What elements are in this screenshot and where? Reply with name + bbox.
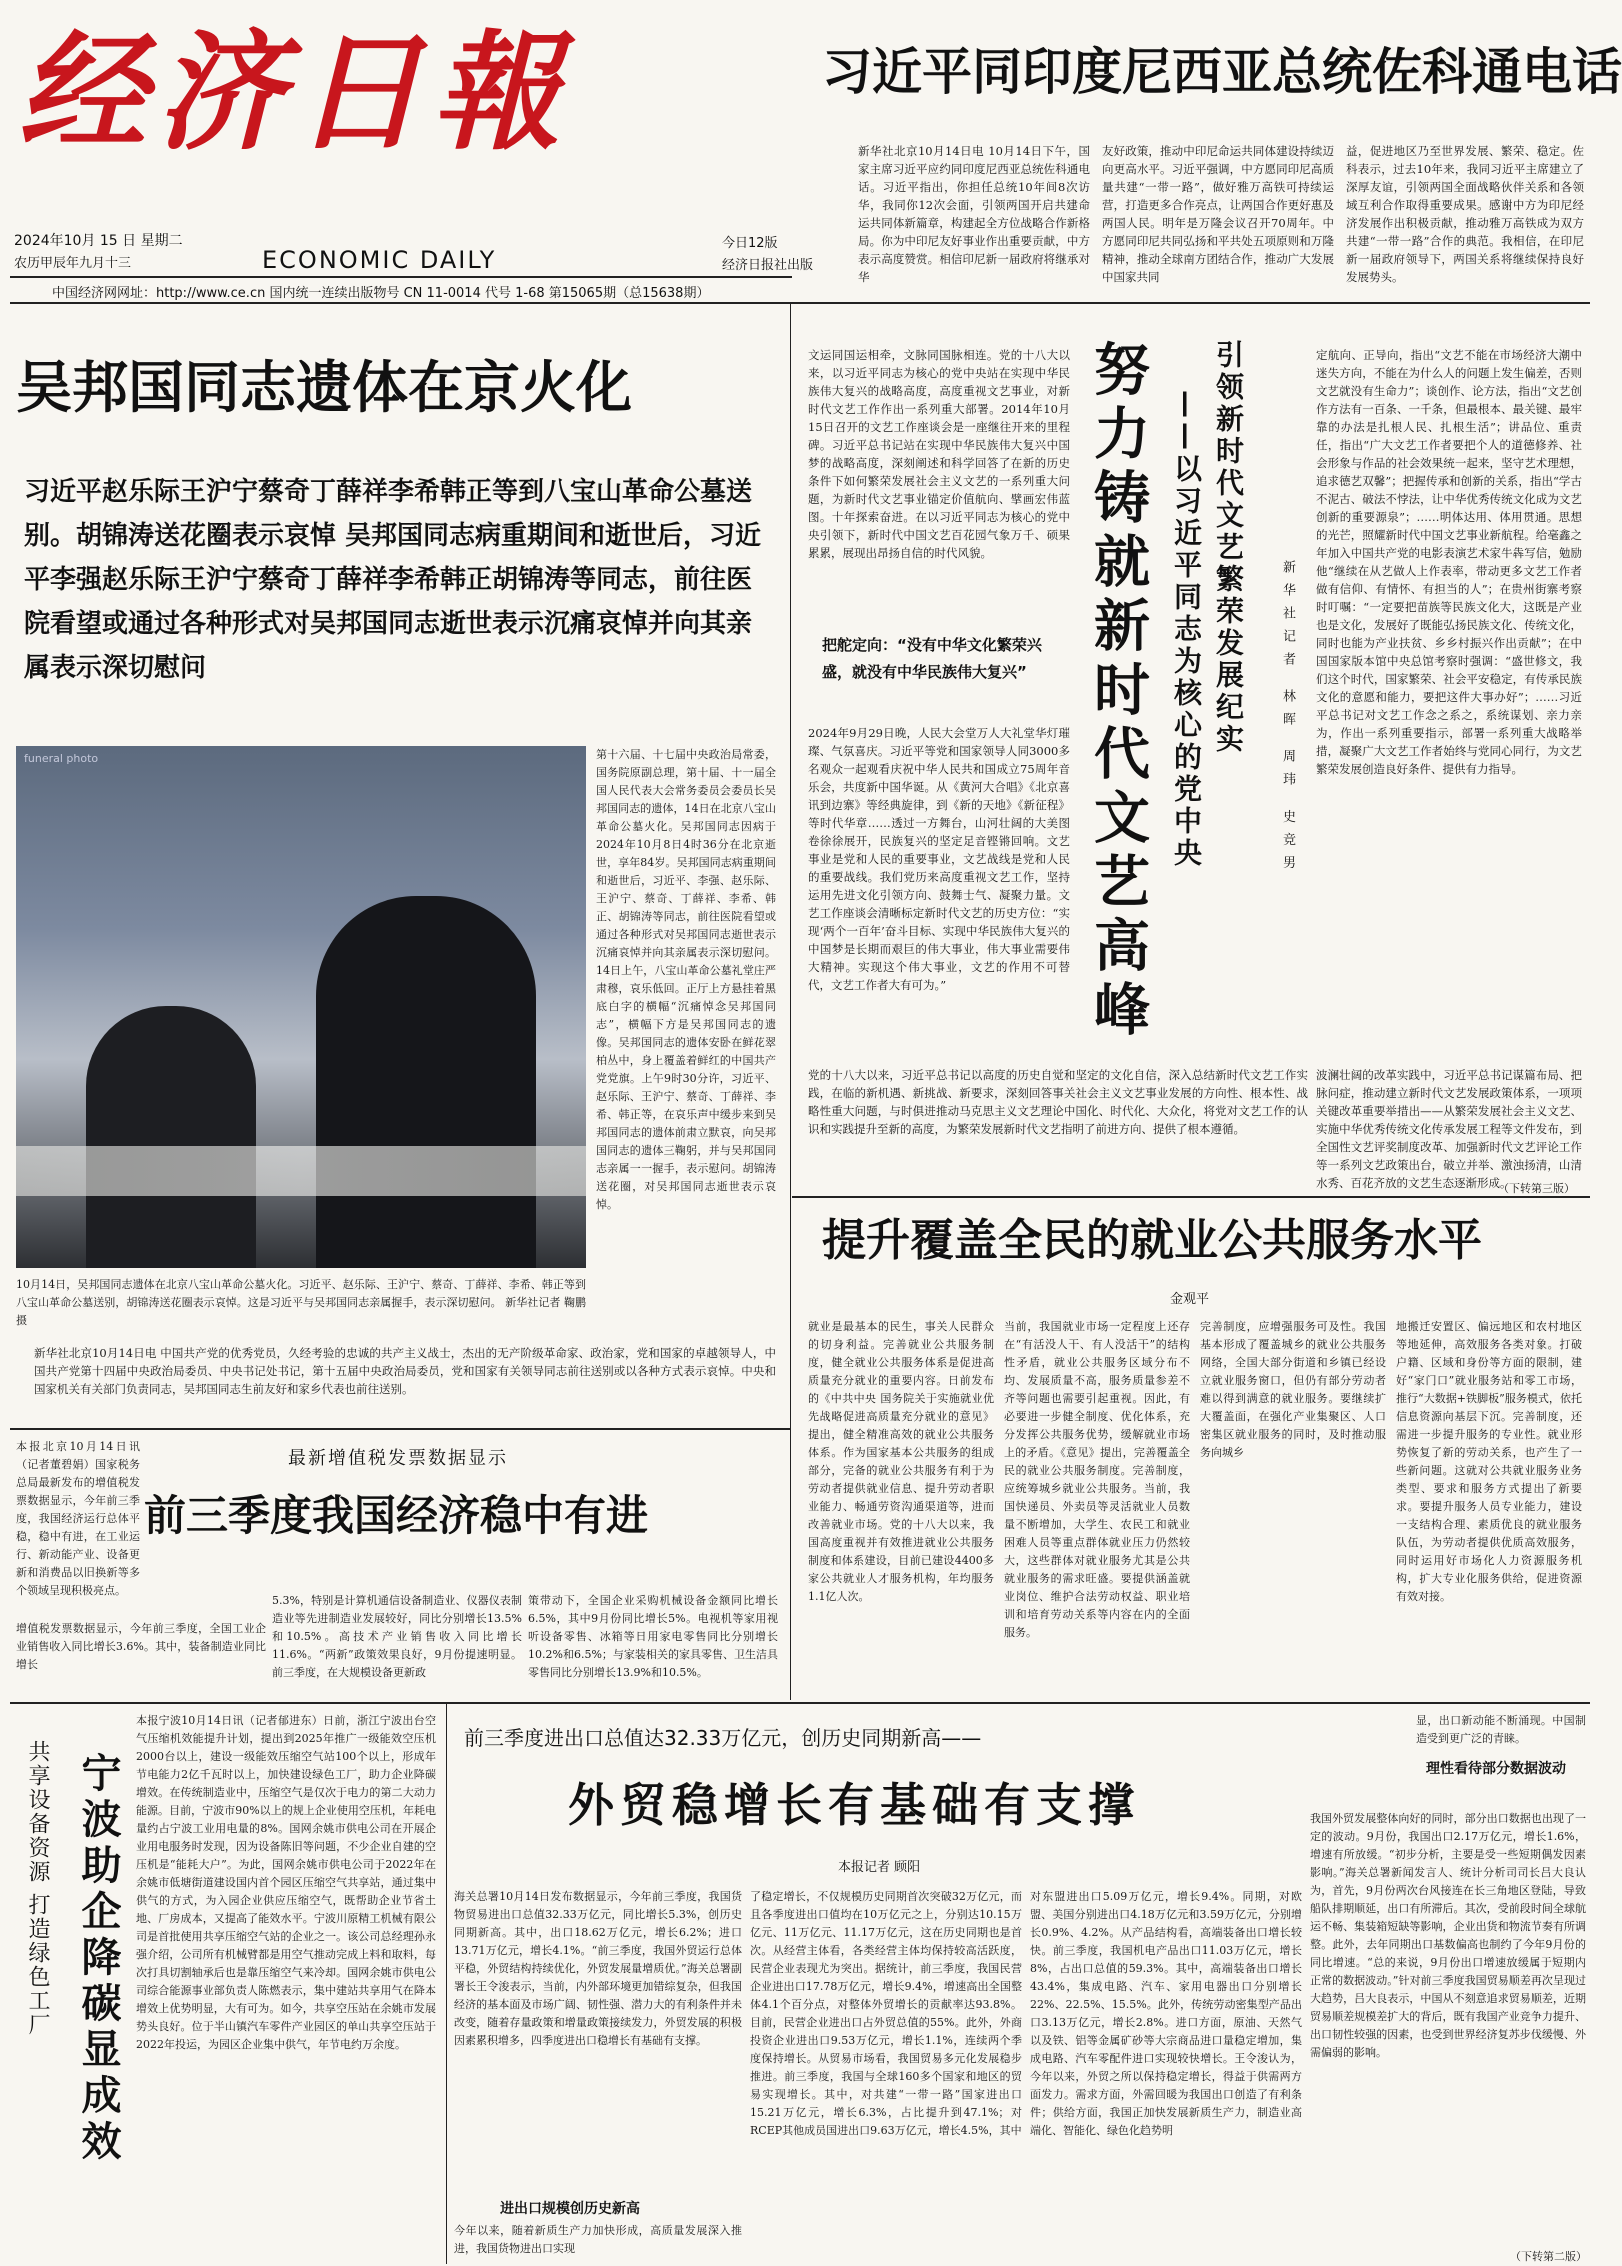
trade-byline: 本报记者 顾阳 [838,1860,921,1875]
culture-headline: 努力铸就新时代文艺高峰 [1085,340,1150,1044]
ningbo-kicker: 共享设备资源 打造绿色工厂 [25,1740,50,2037]
trade-col4b: 我国外贸发展整体向好的同时，部分出口数据也出现了一定的波动。9月份，我国出口2.17万亿元，增长1.6%，增速有所放缓。“初步分析，主要是受一些短期偶发因素影响。”海关总署新闻发言人、统计分析司司长吕大良认为，首先，9月份两次台风接连在长三角地区登陆，导致船队排期顺延，出口有所滞后。其次，受前段时间全球航运不畅、集装箱短缺等影响，企业出货和物流节奏有所调整。此外，去年同期出口基数偏高也制约了今年9月份的同比增速。“总的来说，9月份出口增速放缓属于短期内正常的数据波动。”针对前三季度我国贸易顺差再次呈现过大趋势，吕大良表示，中国从不刻意追求贸易顺差，近期贸易顺差规模差扩大的背后，既有我国产业竞争力提升、出口韧性较强的因素，也受到世界经济复苏步伐缓慢、外需偏弱的影响。 [1310,1812,1586,2059]
trade-col3: 对东盟进出口5.09万亿元，增长9.4%。同期，对欧盟、美国分别进出口4.18万亿元和3.59万亿元，分别增长0.9%、4.2%。从产品结构看，高端装备出口增长较快。前三季度，我国机电产品出口11.03万亿元，增长8%，占出口总值的59.3%。其中，高端装备出口增长43.4%，集成电路、汽车、家用电器出口分别增长22%、22.5%、15.5%。此外，传统劳动密集型产品出口3.13万亿元，增长2.8%。进口方面，原油、天然气以及铁、铝等金属矿砂等大宗商品进口量稳定增加，集成电路、汽车零配件进口实现较快增长。王令浚认为，今年以来，外贸之所以保持稳定增长，得益于供需两方面发力。需求方面，外需回暖为我国出口创造了有利条件；供给方面，我国正加快发展新质生产力，制造业高端化、智能化、绿色化趋势明 [1030,1890,1302,2137]
photo-figure-left [86,1006,256,1268]
ningbo-divider [446,1704,447,2264]
tax-col1: 增值税发票数据显示，今年前三季度，全国工业企业销售收入同比增长3.6%。其中，装备制造业同比增长 [16,1622,266,1671]
tax-headline: 前三季度我国经济稳中有进 [144,1491,649,1540]
masthead-date: 2024年10月 15 日 星期二 [14,233,183,249]
funeral-side-column: 第十六届、十七届中央政治局常委，国务院原副总理，第十届、十一届全国人民代表大会常务委员会委员长吴邦国同志的遗体，14日在北京八宝山革命公墓火化。吴邦国同志因病于2024年10月8日4时36分在北京逝世，享年84岁。吴邦国同志病重期间和逝世后，习近平、李强、赵乐际、王沪宁、蔡奇、丁薛祥、李希、韩正、胡锦涛等同志，前往医院看望或通过各种形式对吴邦国同志逝世表示沉痛哀悼并向其亲属表示深切慰问。14日上午，八宝山革命公墓礼堂庄严肃穆，哀乐低回。正厅上方悬挂着黑底白字的横幅“沉痛悼念吴邦国同志”，横幅下方是吴邦国同志的遗像。吴邦国同志的遗体安卧在鲜花翠柏丛中，身上覆盖着鲜红的中国共产党党旗。上午9时30分许，习近平、赵乐际、王沪宁、蔡奇、丁薛祥、李希、韩正等，在哀乐声中缓步来到吴邦国同志的遗体前肃立默哀，向吴邦国同志的遗体三鞠躬，并与吴邦国同志亲属一一握手，表示慰问。胡锦涛送花圈，对吴邦国同志逝世表示哀悼。 [596,748,776,1211]
masthead-rule [10,276,792,278]
trade-col1b: 今年以来，随着新质生产力加快形成，高质量发展深入推进，我国货物进出口实现 [454,2224,742,2255]
trade-col2: 了稳定增长，不仅规模历史同期首次突破32万亿元，而且各季度进出口值均在10万亿元之上，分别达10.15万亿元、11万亿元、11.17万亿元，这在历史同期也是首次。从经营主体看，各类经营主体均保持较高活跃度，民营企业表现尤为突出。据统计，前三季度，我国民营企业进出口17.78万亿元，增长9.4%，增速高出全国整体4.1个百分点，对整体外贸增长的贡献率达93.8%。目前，民营企业进出口占外贸总值的55%。此外，外商投资企业进出口9.53万亿元，增长1.1%，连续两个季度保持增长。从贸易市场看，我国贸易多元化发展稳步推进。前三季度，我国与全球160多个国家和地区的贸易实现增长。其中，对共建“一带一路”国家进出口15.21万亿元，增长6.3%，占比提升到47.1%；对RCEP其他成员国进出口9.63万亿元，增长4.5%，其中 [750,1890,1022,2137]
tax-col3: 策带动下，全国企业采购机械设备金额同比增长6.5%，其中9月份同比增长5%。电视机等家用视听设备零售、冰箱等日用家电零售同比分别增长10.2%和6.5%；与家装相关的家具零售、卫生洁具零售同比分别增长13.9%和10.5%。 [528,1594,778,1679]
masthead-pages: 今日12版 [722,236,778,251]
masthead-lunar: 农历甲辰年九月十三 [14,256,132,271]
culture-col-wide: 党的十八大以来，习近平总书记以高度的历史自觉和坚定的文化自信，深入总结新时代文艺工作实践，在临的新机遇、新挑战、新要求，深刻回答事关社会主义文艺事业发展的方向性、根本性、战略性重大问题，与时俱进推动马克思主义文艺理论中国化、时代化、大众化，将党对文艺工作的认识和实践提升至新的高度，为繁荣发展新时代文艺指明了前进方向、提供了根本遵循。 [808,1068,1308,1136]
culture-subhead: 把舵定向：“没有中华文化繁荣兴盛，就没有中华民族伟大复兴” [822,636,1042,681]
tax-col2: 5.3%，特别是计算机通信设备制造业、仪器仪表制造业等先进制造业发展较好，同比分别增长13.5%和10.5%。高技术产业销售收入同比增长11.6%。“两新”政策效果良好，9月份提速明显。前三季度，在大规模设备更新政 [272,1594,522,1679]
trade-subhead-2: 理性看待部分数据波动 [1426,1761,1566,1777]
employment-col3: 完善制度，应增强服务可及性。我国基本形成了覆盖城乡的就业公共服务网络，全国大部分街道和乡镇已经设立就业服务窗口，但仍有部分劳动者难以得到满意的就业服务。要继续扩大覆盖面，在强化产业集聚区、人口密集区就业服务的同时，及时推动服务向城乡 [1200,1320,1386,1459]
funeral-bottom-rule [10,1428,790,1430]
column-divider [790,304,791,1700]
ningbo-headline: 宁波助企降碳显成效 [75,1752,121,2166]
funeral-caption: 10月14日，吴邦国同志遗体在北京八宝山革命公墓火化。习近平、赵乐际、王沪宁、蔡奇、丁薛祥、李希、韩正等到八宝山革命公墓送别，胡锦涛送花圈表示哀悼。这是习近平与吴邦国同志亲属握手，表示深切慰问。 新华社记者 鞠鹏 摄 [16,1278,586,1327]
culture-col-bottom: 波澜壮阔的改革实践中，习近平总书记谋篇布局、把脉问症，推动建立新时代文艺发展政策体系，一项项关键改革重要举措出——从繁荣发展社会主义文艺、实施中华优秀传统文化传承发展工程等文件发布，到全国性文艺评奖制度改革、加强新时代文艺评论工作等一系列文艺政策出台，破立并举、激浊扬清，山清水秀、百花齐放的文艺生态逐渐形成。 [1316,1068,1582,1190]
masthead-english: ECONOMIC DAILY [262,246,497,274]
culture-continued: （下转第三版） [1498,1182,1575,1195]
ningbo-text: 本报宁波10月14日讯（记者郁进东）日前，浙江宁波出台空气压缩机效能提升计划，提出到2025年推广一级能效空压机2000台以上，建设一级能效压缩空气站100个以上，形成年节电能力2亿千瓦时以上，加快建设绿色工厂，助力企业降碳增效。在传统制造业中，压缩空气是仅次于电力的第二大动力能源。目前，宁波市90%以上的规上企业使用空压机，年耗电量约占宁波工业用电量的8%。国网余姚市供电公司在开展企业用电服务时发现，因为设备陈旧等问题，不少企业自建的空压机是“能耗大户”。为此，国网余姚市供电公司于2022年在余姚市低塘街道建设国内首个园区压缩空气共享站，通过集中供气的方式，为入园企业供应压缩空气，既帮助企业节省土地、厂房成本，又提高了能效水平。宁波川原精工机械有限公司是首批使用共享压缩空气站的企业之一。该公司总经理孙永强介绍，公司所有机械臂都是用空气推动完成上料和取料，每次打具切割轴承后也是靠压缩空气来冷却。国网余姚市供电公司综合能源事业部负责人陈燃表示，集中建站共享用气在降本增效上优势明显，大有可为。如今，共享空压站在余姚市发展势头良好。位于半山镇汽车零件产业园区的单山共享空压站于2022年投运，为园区企业集中供气，年节电约万余度。 [136,1714,436,2051]
masthead-info: 中国经济网网址：http://www.ce.cn 国内统一连续出版物号 CN 11-0014 代号 1-68 第15065期（总15638期） [52,286,710,301]
culture-bottom-rule [792,1196,1590,1198]
employment-author: 金观平 [1170,1292,1210,1307]
trade-col4: 显，出口新动能不断涌现。中国制造受到更广泛的青睐。 [1416,1714,1586,1745]
funeral-photo [16,746,586,1268]
top-story-col2: 友好政策，推动中印尼命运共同体建设持续迈向更高水平。习近平强调，中方愿同印尼高质量共建“一带一路”，做好雅万高铁可持续运营，打造更多合作亮点，让两国合作更好惠及两国人民。明年是万隆会议召开70周年。中方愿同印尼共同弘扬和平共处五项原则和万隆精神，推动全球南方团结合作，推动广大发展中国家共同 [1102,144,1334,284]
photo-label: funeral photo [24,752,99,765]
masthead-rule-2 [10,302,1590,304]
trade-continued: （下转第二版） [1510,2250,1587,2263]
lower-section-rule [10,1702,1590,1704]
culture-col-left: 文运同国运相牵，文脉同国脉相连。党的十八大以来，以习近平同志为核心的党中央站在实现中华民族伟大复兴的战略高度，高度重视文艺事业，对新时代文艺工作作出一系列重大部署。2014年10月15日召开的文艺工作座谈会是一座继往开来的里程碑。习近平总书记站在实现中华民族伟大复兴中国梦的战略高度，深刻阐述和科学回答了在新的历史条件下如何繁荣发展社会主义文艺的一系列重大问题，为新时代文艺事业锚定价值航向、擘画宏伟蓝图。十年探索奋进。在以习近平同志为核心的党中央引领下，新时代中国文艺百花园气象万千、硕果累累，展现出昂扬自信的时代风貌。 [808,348,1070,560]
top-story-col1: 新华社北京10月14日电 10月14日下午，国家主席习近平应约同印度尼西亚总统佐科通电话。习近平指出，你担任总统10年间8次访华，我同你12次会面，引领两国开启共建命运共同体新篇章，构建起全方位战略合作新格局。你为中印尼友好事业作出重要贡献，中方表示高度赞赏。相信印尼新一届政府将继承对华 [858,144,1090,284]
trade-kicker: 前三季度进出口总值达32.33万亿元，创历史同期新高—— [464,1726,982,1750]
trade-col1: 海关总署10月14日发布数据显示，今年前三季度，我国货物贸易进出口总值32.33万亿元，同比增长5.3%，创历史同期新高。其中，出口18.62万亿元，增长6.2%；进口13.71万亿元，增长4.1%。“前三季度，我国外贸运行总体平稳，外贸结构持续优化，外贸发展量增质优。”海关总署副署长王令浚表示，当前，内外部环境更加错综复杂，但我国经济的基本面及市场广阔、韧性强、潜力大的有利条件并未改变，随着存量政策和增量政策接续发力，外贸发展的积极因素累积增多，四季度进出口稳增长有基础有支撑。 [454,1890,742,2047]
funeral-bottom: 新华社北京10月14日电 中国共产党的优秀党员，久经考验的忠诚的共产主义战士，杰出的无产阶级革命家、政治家，党和国家的卓越领导人，中国共产党第十四届中央政治局委员、中央书记处书记，第十五届中央政治局委员，党和国家有关领导同志前往送别或以各种方式表示哀悼。中央和国家机关有关部门负责同志，吴邦国同志生前友好和家乡代表也前往送别。 [34,1346,776,1396]
culture-col-right: 定航向、正导向，指出“文艺不能在市场经济大潮中迷失方向，不能在为什么人的问题上发生偏差，否则文艺就没有生命力”；谈创作、论方法，指出“文艺创作方法有一百条、一千条，但最根本、最关键、最牢靠的办法是扎根人民、扎根生活”；讲品位、重责任，指出“广大文艺工作者要把个人的道德修养、社会形象与作品的社会效果统一起来，坚守艺术理想，追求德艺双馨”；把握传承和创新的关系，指出“学古不泥古、破法不悖法，让中华优秀传统文化成为文艺创新的重要源泉”；……明体达用、体用贯通。思想的光芒，照耀新时代中国文艺事业新航程。给毫鑫之年加入中国共产党的电影表演艺术家牛犇写信，勉励他“继续在从艺做人上作表率，带动更多文艺工作者做有信仰、有情怀、有担当的人”；在贵州街寨考察时叮嘱：“一定要把苗族等民族文化大，这既是产业也是文化，发展好了既能弘扬民族文化、传统文化，同时也能为产业扶贫、乡乡村振兴作出贡献”；在中国国家版本馆中央总馆考察时强调：“盛世修文，我们这个时代，国家繁荣、社会平安稳定，有传承民族文化的意愿和能力，要把这件大事办好”；……习近平总书记对文艺工作念之系之，系统谋划、亲力亲为，作出一系列重要指示，部署一系列重大战略举措，凝聚广大文艺工作者始终与党同心同行，为文艺繁荣发展创造良好条件、提供有力指导。 [1316,348,1582,776]
employment-headline: 提升覆盖全民的就业公共服务水平 [822,1215,1482,1266]
culture-col-left2: 2024年9月29日晚，人民大会堂万人大礼堂华灯璀璨、气氛喜庆。习近平等党和国家领导人同3000多名观众一起观看庆祝中华人民共和国成立75周年音乐会，共度新中国华诞。从《黄河大合唱》《北京喜讯到边寨》等经典旋律，到《新的天地》《新征程》等时代华章……透过一方舞台，山河壮阔的大美图卷徐徐展开，民族复兴的坚定足音铿锵回响。文艺事业是党和人民的重要事业，文艺战线是党和人民的重要战线。我们党历来高度重视文艺工作，坚持运用先进文化引领方向、鼓舞士气、凝聚力量。文艺工作座谈会清晰标定新时代文艺的历史方位：“实现‘两个一百年’奋斗目标、实现中华民族伟大复兴的中国梦是长期而艰巨的伟大事业，伟大事业需要伟大精神。实现这个伟大事业，文艺的作用不可替代，文艺工作者大有可为。” [808,726,1070,992]
newspaper-logo: 经济日報 [18,18,571,168]
culture-kicker: 引领新时代文艺繁荣发展纪实 [1212,340,1245,756]
top-story-col3: 益，促进地区乃至世界发展、繁荣、稳定。佐科表示，过去10年来，我同习近平主席建立了深厚友谊，引领两国全面战略伙伴关系和各领域互利合作取得重要成果。感谢中方为印尼经济发展作出积极贡献，推动雅万高铁成为双方共建“一带一路”合作的典范。我相信，在印尼新一届政府领导下，两国关系将继续保持良好发展势头。 [1346,144,1584,284]
employment-col2: 当前，我国就业市场一定程度上还存在“有活没人干、有人没活干”的结构性矛盾，就业公共服务区域分布不均、发展质量不高，服务质量参差不齐等问题也需要引起重视。因此，有必要进一步健全制度、优化体系，充分发挥公共服务优势，缓解就业市场上的矛盾。《意见》提出，完善覆盖全民的就业公共服务制度。完善制度，应统筹城乡就业公共服务。当前，我国快递员、外卖员等灵活就业人员数量不断增加，大学生、农民工和就业困难人员等重点群体就业压力仍然较大，这些群体对就业服务尤其是公共就业服务的需求旺盛。要提供涵盖就业岗位、维护合法劳动权益、职业培训和培育劳动关系等内容在内的全面服务。 [1004,1320,1190,1639]
masthead-publisher: 经济日报社出版 [722,258,814,273]
photo-wreath [16,1146,586,1196]
culture-byline: 新华社记者 林晖 周玮 史竞男 [1280,560,1295,879]
tax-kicker: 最新增值税发票数据显示 [288,1448,508,1469]
photo-figure-right [316,896,536,1268]
tax-lead: 本报北京10月14日讯（记者董碧娟）国家税务总局最新发布的增值税发票数据显示，今年前三季度，我国经济运行总体平稳，稳中有进，在工业运行、新动能产业、设备更新和消费品以旧换新等多个领域呈现积极亮点。 [16,1440,140,1597]
culture-kicker-2: ——以习近平同志为核心的党中央 [1170,390,1203,870]
funeral-subhead: 习近平赵乐际王沪宁蔡奇丁薛祥李希韩正等到八宝山革命公墓送别。胡锦涛送花圈表示哀悼 吴邦国同志病重期间和逝世后，习近平李强赵乐际王沪宁蔡奇丁薛祥李希韩正胡锦涛等同志，前往医院看望或通过各种形式对吴邦国同志逝世表示沉痛哀悼并向其亲属表示深切慰问 [24,477,762,683]
trade-headline: 外贸稳增长有基础有支撑 [568,1778,1140,1832]
funeral-headline: 吴邦国同志遗体在京火化 [16,356,632,421]
top-story-headline: 习近平同印度尼西亚总统佐科通电话 [822,43,1622,101]
trade-subhead: 进出口规模创历史新高 [500,2201,640,2217]
employment-col1: 就业是最基本的民生，事关人民群众的切身利益。完善就业公共服务制度，健全就业公共服务体系是促进高质量充分就业的重要内容。日前发布的《中共中央 国务院关于实施就业优先战略促进高质量充分就业的意见》提出，健全精准高效的就业公共服务体系。作为国家基本公共服务的组成部分，完备的就业公共服务有利于为劳动者提供就业信息、提升劳动者职业能力、畅通劳资沟通渠道等，进而改善就业市场。党的十八大以来，我国高度重视并有效推进就业公共服务制度和体系建设，目前已建设4400多家公共就业人才服务机构，年均服务1.1亿人次。 [808,1320,994,1603]
employment-col4: 地搬迁安置区、偏远地区和农村地区等地延伸，高效服务各类对象。打破户籍、区域和身份等方面的限制，建好“家门口”就业服务站和零工市场，推行“大数据+铁脚板”服务模式，依托信息资源向基层下沉。完善制度，还需进一步提升服务的专业性。就业形势恢复了新的劳动关系，也产生了一些新问题。这就对公共就业服务业务类型、要求和服务方式提出了新要求。要提升服务人员专业能力，建设一支结构合理、素质优良的就业服务队伍，为劳动者提供优质高效服务，同时运用好市场化人力资源服务机构，扩大专业化服务供给，促进资源有效对接。 [1396,1320,1582,1603]
